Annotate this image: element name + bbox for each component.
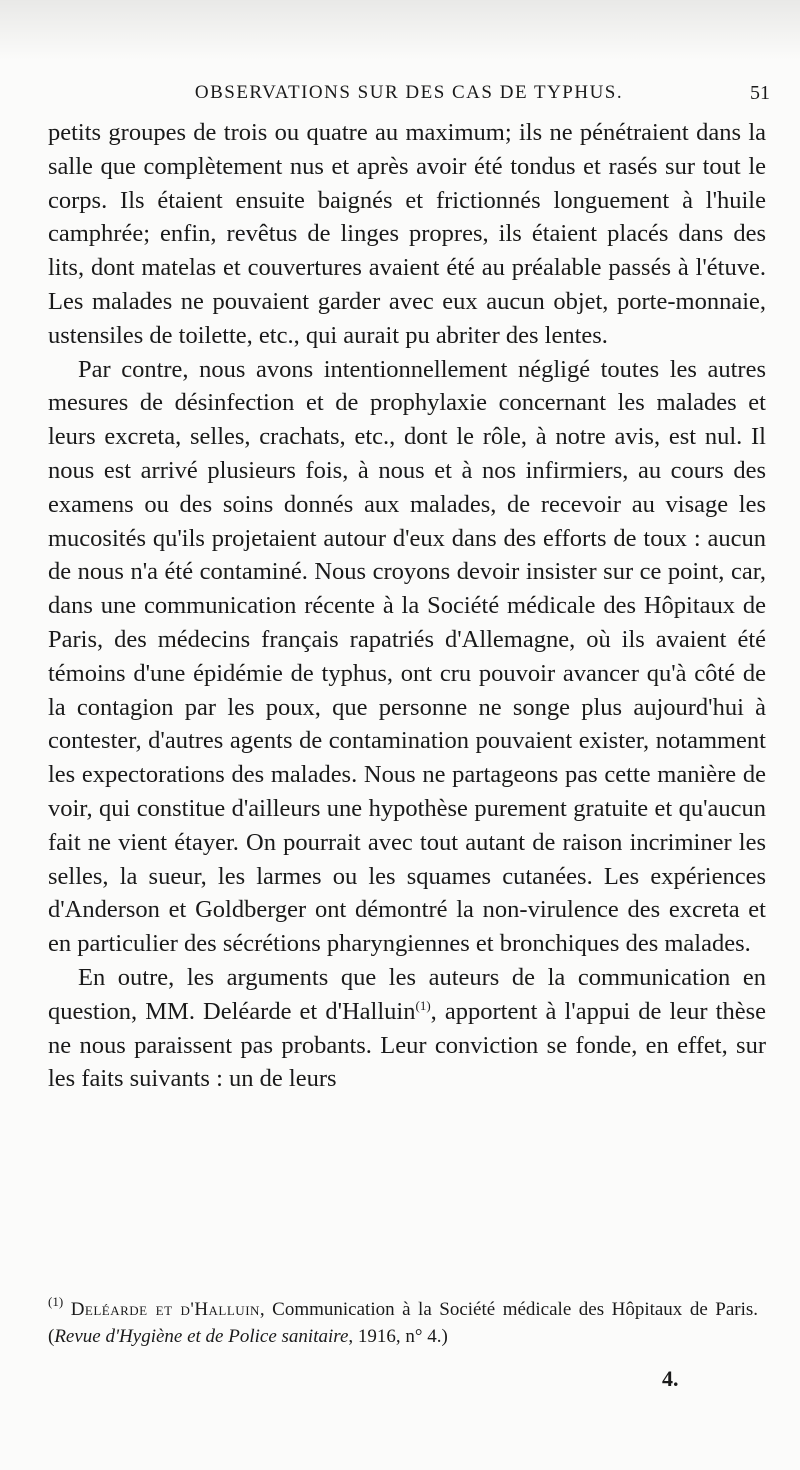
- page-top-margin: [0, 0, 800, 60]
- running-head: [48, 82, 770, 108]
- page-number: 51: [750, 82, 770, 104]
- paragraph-arguments: [48, 961, 766, 1096]
- paragraph-arguments-start: En outre, les arguments que les auteurs de la communication en question, MM. Deléarde et d'Halluin: [48, 963, 766, 1025]
- body-text: [48, 116, 766, 1096]
- footnote-text: , Communication à la Société médicale des Hôpitaux de Paris. (: [48, 1299, 758, 1347]
- signature-mark: 4.: [662, 1366, 679, 1391]
- footnote-marker: (1): [48, 1294, 64, 1309]
- footnote-citation-end: , 1916, n° 4.): [348, 1326, 448, 1347]
- paragraph-continuation: petits groupes de trois ou quatre au maximum; ils ne pénétraient dans la salle que complètement nus et après avoir été tondus et rasés sur tout le corps. Ils étaient ensuite baignés et frictionnés longuement à l'huile camphrée; enfin, revêtus de linges propres, ils étaient placés dans des lits, dont matelas et couvertures avaient été au préalable passés à l'étuve. Les malades ne pouvaient garder avec eux aucun objet, porte-monnaie, ustensiles de toilette, etc., qui aurait pu abriter des lentes.: [48, 119, 766, 349]
- paragraph-arguments-end: , apportent à l'appui de leur thèse ne nous paraissent pas probants. Leur conviction se fonde, en effet, sur les faits suivants : un de leurs: [48, 997, 766, 1093]
- footnote-authors: Deléarde et d'Halluin: [70, 1299, 260, 1320]
- footnote: [48, 1296, 758, 1350]
- paragraph-prophylaxis: Par contre, nous avons intentionnellement négligé toutes les autres mesures de désinfection et de prophylaxie concernant les malades et leurs excreta, selles, crachats, etc., dont le rôle, à notre avis, est nul. Il nous est arrivé plusieurs fois, à nous et à nos infirmiers, au cours des examens ou des soins donnés aux malades, de recevoir au visage les mucosités qu'ils projetaient autour d'eux dans des efforts de toux : aucun de nous n'a été contaminé. Nous croyons devoir insister sur ce point, car, dans une communication récente à la Société médicale des Hôpitaux de Paris, des médecins français rapatriés d'Allemagne, où ils avaient été témoins d'une épidémie de typhus, ont cru pouvoir avancer qu'à côté de la contagion par les poux, que personne ne songe plus aujourd'hui à contester, d'autres agents de contamination pouvaient exister, notamment les expectorations des malades. Nous ne partageons pas cette manière de voir, qui constitue d'ailleurs une hypothèse purement gratuite et qu'aucun fait ne vient étayer. On pourrait avec tout autant de raison incriminer les selles, la sueur, les larmes ou les squames cutanées. Les expériences d'Anderson et Goldberger ont démontré la non-virulence des excreta et en particulier des sécrétions pharyngiennes et bronchiques des malades.: [48, 355, 766, 958]
- footnote-reference: (1): [415, 997, 431, 1013]
- footnote-journal: Revue d'Hygiène et de Police sanitaire: [54, 1326, 349, 1347]
- running-title: OBSERVATIONS SUR DES CAS DE TYPHUS.: [194, 82, 624, 103]
